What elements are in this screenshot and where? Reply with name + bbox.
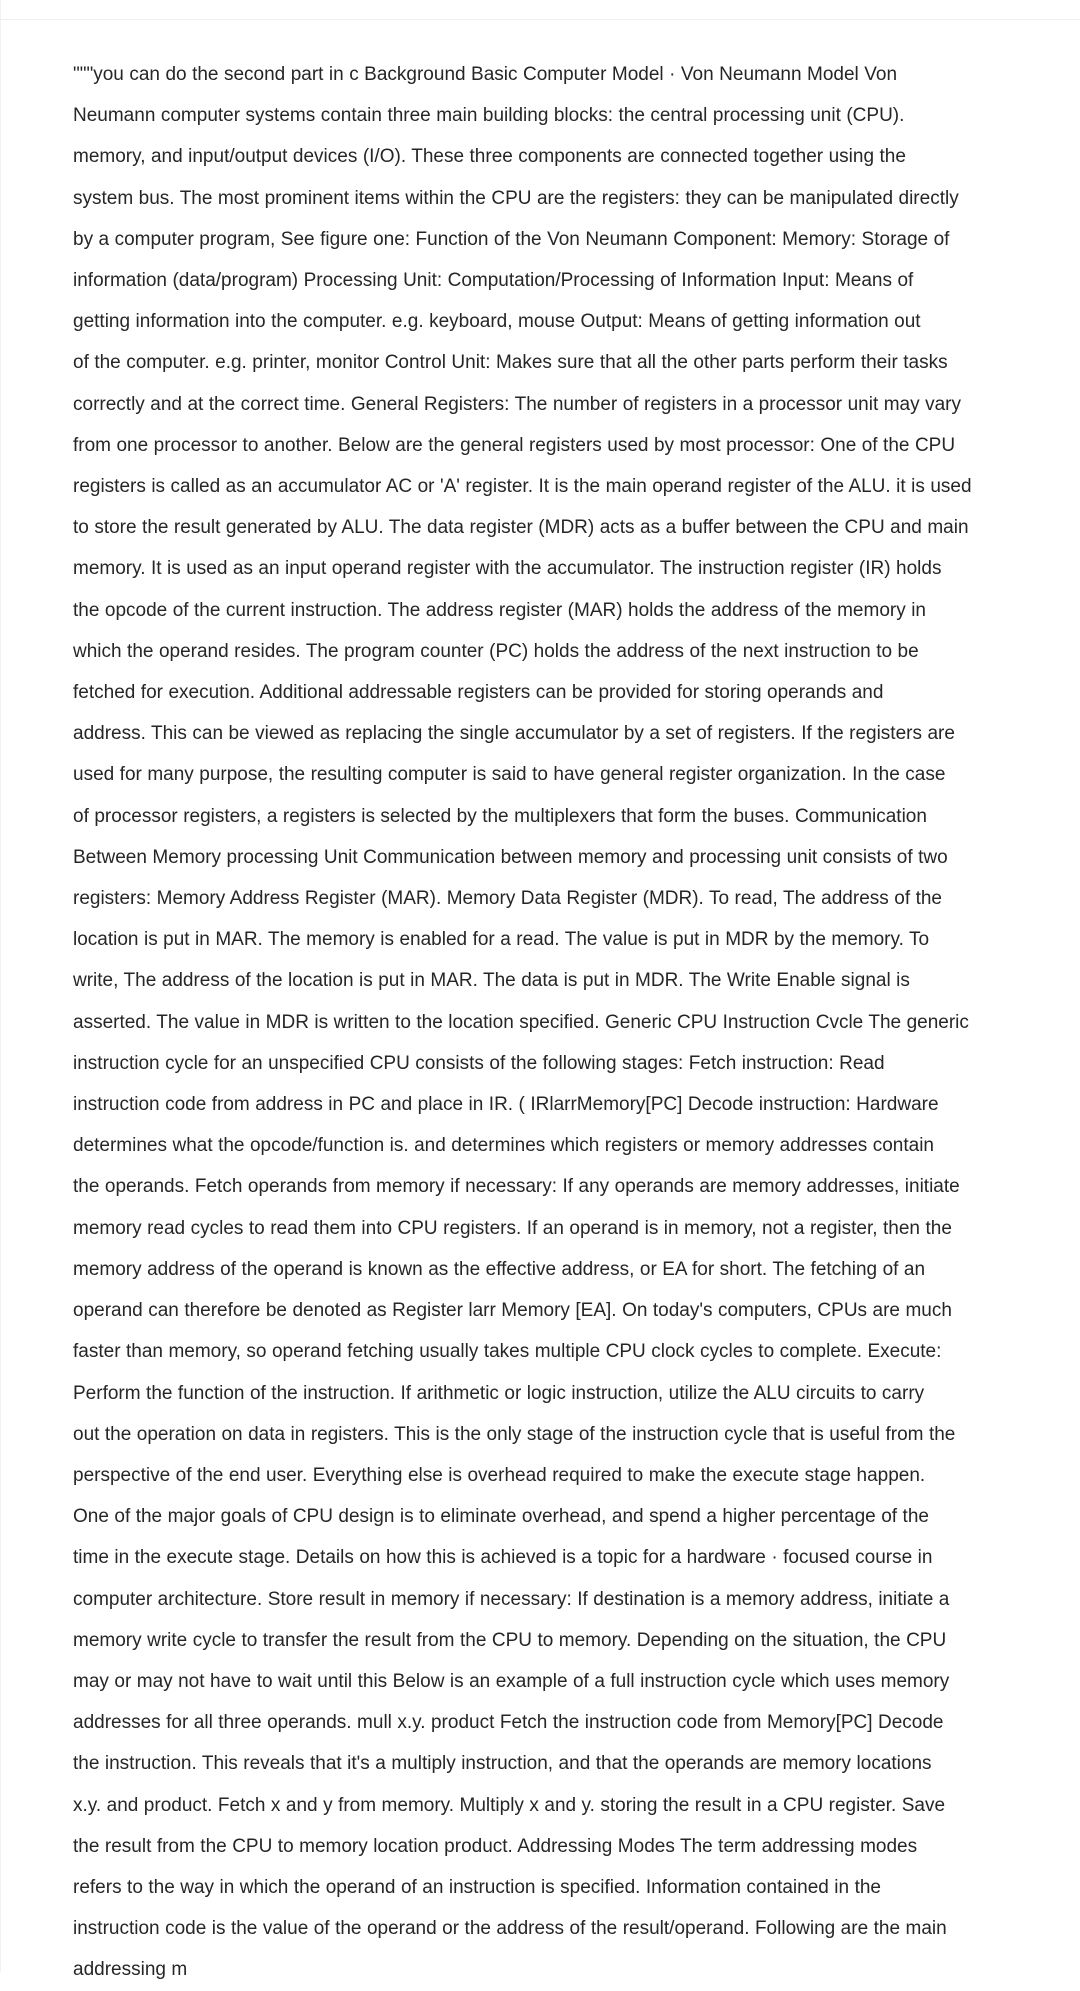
text-line: system bus. The most prominent items within the CPU are the registers: they can be manipulated directly <box>73 187 959 209</box>
text-line: addresses for all three operands. mull x.y. product Fetch the instruction code from Memory[PC] Decode <box>73 1712 944 1734</box>
text-line: of processor registers, a registers is selected by the multiplexers that form the buses. Communication <box>73 805 927 827</box>
text-line: faster than memory, so operand fetching usually takes multiple CPU clock cycles to complete. Execute: <box>73 1341 942 1363</box>
text-line: memory, and input/output devices (I/O). These three components are connected together using the <box>73 146 906 168</box>
text-line: memory read cycles to read them into CPU registers. If an operand is in memory, not a register, then the <box>73 1217 952 1239</box>
text-line: of the computer. e.g. printer, monitor Control Unit: Makes sure that all the other parts perform their tasks <box>73 352 948 374</box>
text-line: registers: Memory Address Register (MAR). Memory Data Register (MDR). To read, The address of the <box>73 888 942 910</box>
text-line: asserted. The value in MDR is written to the location specified. Generic CPU Instruction Cvcle The generic <box>73 1011 969 1033</box>
text-line: the result from the CPU to memory location product. Addressing Modes The term addressing modes <box>73 1835 918 1857</box>
text-line: out the operation on data in registers. This is the only stage of the instruction cycle that is useful from the <box>73 1423 956 1445</box>
text-line: """you can do the second part in c Background Basic Computer Model · Von Neumann Model Von <box>73 64 898 85</box>
text-line: registers is called as an accumulator AC or 'A' register. It is the main operand register of the ALU. it is used <box>73 476 972 498</box>
text-line: time in the execute stage. Details on how this is achieved is a topic for a hardware · focused course in <box>73 1547 933 1569</box>
text-line: refers to the way in which the operand of an instruction is specified. Information contained in the <box>73 1876 881 1898</box>
text-line: memory address of the operand is known as the effective address, or EA for short. The fetching of an <box>73 1258 926 1280</box>
text-line: perspective of the end user. Everything else is overhead required to make the execute stage happen. <box>73 1464 926 1486</box>
text-line: location is put in MAR. The memory is enabled for a read. The value is put in MDR by the memory. To <box>73 929 930 951</box>
text-line: determines what the opcode/function is. and determines which registers or memory addresses contain <box>73 1135 934 1157</box>
text-line: operand can therefore be denoted as Register larr Memory [EA]. On today's computers, CPUs are much <box>73 1300 952 1322</box>
text-line: the instruction. This reveals that it's a multiply instruction, and that the operands are memory locations <box>73 1753 932 1775</box>
text-line: fetched for execution. Additional addressable registers can be provided for storing operands and <box>73 682 884 704</box>
text-line: memory. It is used as an input operand register with the accumulator. The instruction register (IR) holds <box>73 558 942 580</box>
text-line: the opcode of the current instruction. The address register (MAR) holds the address of the memory in <box>73 599 926 621</box>
text-line: the operands. Fetch operands from memory if necessary: If any operands are memory addresses, initiate <box>73 1176 960 1198</box>
text-line: to store the result generated by ALU. The data register (MDR) acts as a buffer between the CPU and main <box>73 517 969 539</box>
text-line: Neumann computer systems contain three main building blocks: the central processing unit (CPU). <box>73 105 905 127</box>
text-line: instruction code from address in PC and place in IR. ( IRlarrMemory[PC] Decode instruction: Hardware <box>73 1094 939 1116</box>
text-line: addressing m <box>73 1959 188 1981</box>
document-body-text <box>73 54 1033 1991</box>
text-line: by a computer program, See figure one: Function of the Von Neumann Component: Memory: Storage of <box>73 228 950 250</box>
text-line: which the operand resides. The program counter (PC) holds the address of the next instruction to be <box>73 640 919 662</box>
text-line: computer architecture. Store result in memory if necessary: If destination is a memory address, initiate a <box>73 1588 950 1610</box>
text-line: used for many purpose, the resulting computer is said to have general register organization. In the case <box>73 764 946 786</box>
text-line: may or may not have to wait until this Below is an example of a full instruction cycle which uses memory <box>73 1670 950 1692</box>
text-line: Perform the function of the instruction. If arithmetic or logic instruction, utilize the ALU circuits to carry <box>73 1382 925 1404</box>
top-divider <box>1 19 1080 20</box>
text-line: memory write cycle to transfer the result from the CPU to memory. Depending on the situation, the CPU <box>73 1629 947 1651</box>
text-line: correctly and at the correct time. General Registers: The number of registers in a processor unit may vary <box>73 393 961 415</box>
text-line: address. This can be viewed as replacing the single accumulator by a set of registers. If the registers are <box>73 723 955 745</box>
text-line: from one processor to another. Below are the general registers used by most processor: One of the CPU <box>73 434 956 456</box>
text-line: One of the major goals of CPU design is to eliminate overhead, and spend a higher percentage of the <box>73 1506 929 1528</box>
text-line: information (data/program) Processing Unit: Computation/Processing of Information Input: Means of <box>73 270 914 292</box>
text-line: getting information into the computer. e.g. keyboard, mouse Output: Means of getting information out <box>73 311 921 333</box>
text-line: instruction code is the value of the operand or the address of the result/operand. Following are the main <box>73 1918 947 1940</box>
text-line: Between Memory processing Unit Communication between memory and processing unit consists of two <box>73 846 948 868</box>
text-line: x.y. and product. Fetch x and y from memory. Multiply x and y. storing the result in a CPU register. Save <box>73 1794 946 1816</box>
text-line: instruction cycle for an unspecified CPU consists of the following stages: Fetch instruction: Read <box>73 1052 885 1074</box>
text-line: write, The address of the location is put in MAR. The data is put in MDR. The Write Enable signal is <box>73 970 910 992</box>
